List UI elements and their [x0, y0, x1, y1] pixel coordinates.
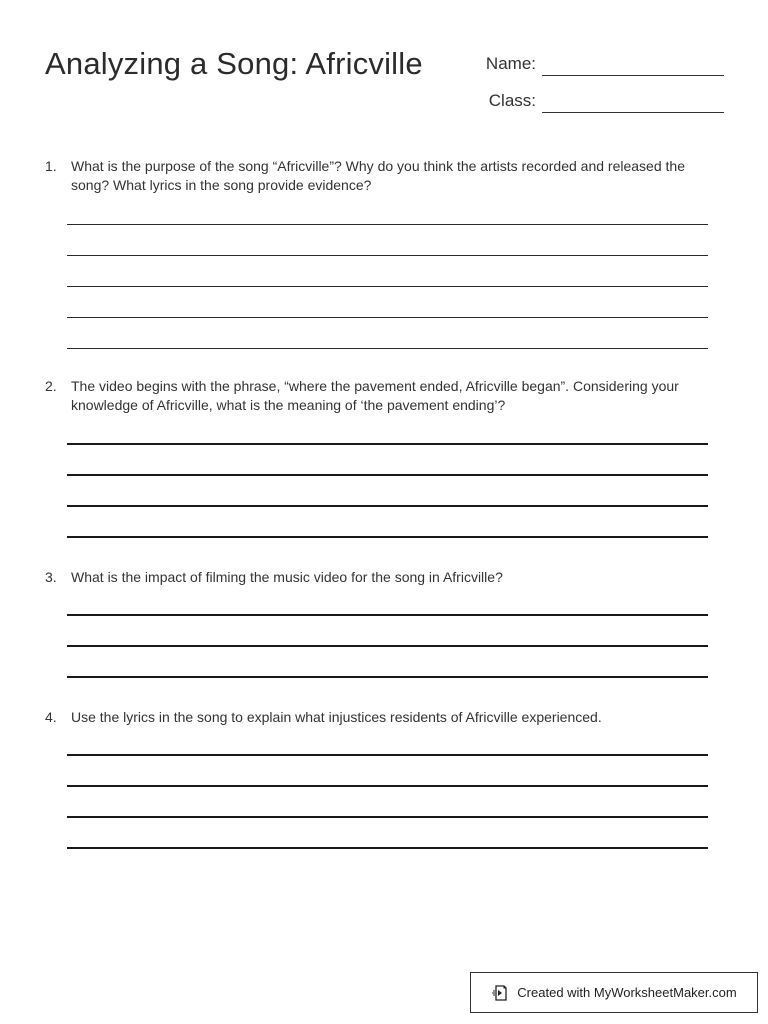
answer-line[interactable]	[67, 348, 708, 349]
page-title: Analyzing a Song: Africville	[45, 46, 423, 81]
question-text: What is the impact of filming the music video for the song in Africville?	[71, 569, 503, 585]
question-number: 2.	[45, 378, 57, 394]
answer-line[interactable]	[67, 317, 708, 318]
name-row	[470, 52, 724, 76]
answer-line[interactable]	[67, 443, 708, 445]
class-label: Class:	[488, 91, 536, 110]
answer-line[interactable]	[67, 847, 708, 849]
answer-line[interactable]	[67, 474, 708, 476]
question-4	[45, 708, 715, 727]
question-1	[45, 157, 715, 195]
question-3	[45, 568, 715, 587]
question-text: What is the purpose of the song “Africville”? Why do you think the artists recorded and released the song? What lyrics in the song provide evidence?	[71, 158, 685, 193]
answer-line[interactable]	[67, 816, 708, 818]
question-number: 4.	[45, 709, 57, 725]
answer-line[interactable]	[67, 645, 708, 647]
answer-line[interactable]	[67, 286, 708, 287]
answer-line[interactable]	[67, 536, 708, 538]
answer-line[interactable]	[67, 754, 708, 756]
name-field-line[interactable]	[542, 75, 724, 76]
question-number: 3.	[45, 569, 57, 585]
answer-line[interactable]	[67, 676, 708, 678]
class-field-line[interactable]	[542, 112, 724, 113]
footer-credit-badge[interactable]	[470, 972, 758, 1013]
answer-line[interactable]	[67, 614, 708, 616]
class-row	[470, 89, 724, 113]
question-text: The video begins with the phrase, “where the pavement ended, Africville began”. Considering your knowledge of Africville, what is the meaning of ‘the pavement ending’?	[71, 378, 679, 413]
question-2	[45, 377, 715, 415]
myworksheetmaker-logo-icon	[491, 983, 511, 1003]
name-label: Name:	[485, 54, 536, 73]
answer-line[interactable]	[67, 785, 708, 787]
answer-line[interactable]	[67, 505, 708, 507]
question-text: Use the lyrics in the song to explain what injustices residents of Africville experienced.	[71, 709, 602, 725]
footer-credit-text: Created with MyWorksheetMaker.com	[517, 985, 737, 1000]
question-number: 1.	[45, 158, 57, 174]
answer-line[interactable]	[67, 224, 708, 225]
answer-line[interactable]	[67, 255, 708, 256]
